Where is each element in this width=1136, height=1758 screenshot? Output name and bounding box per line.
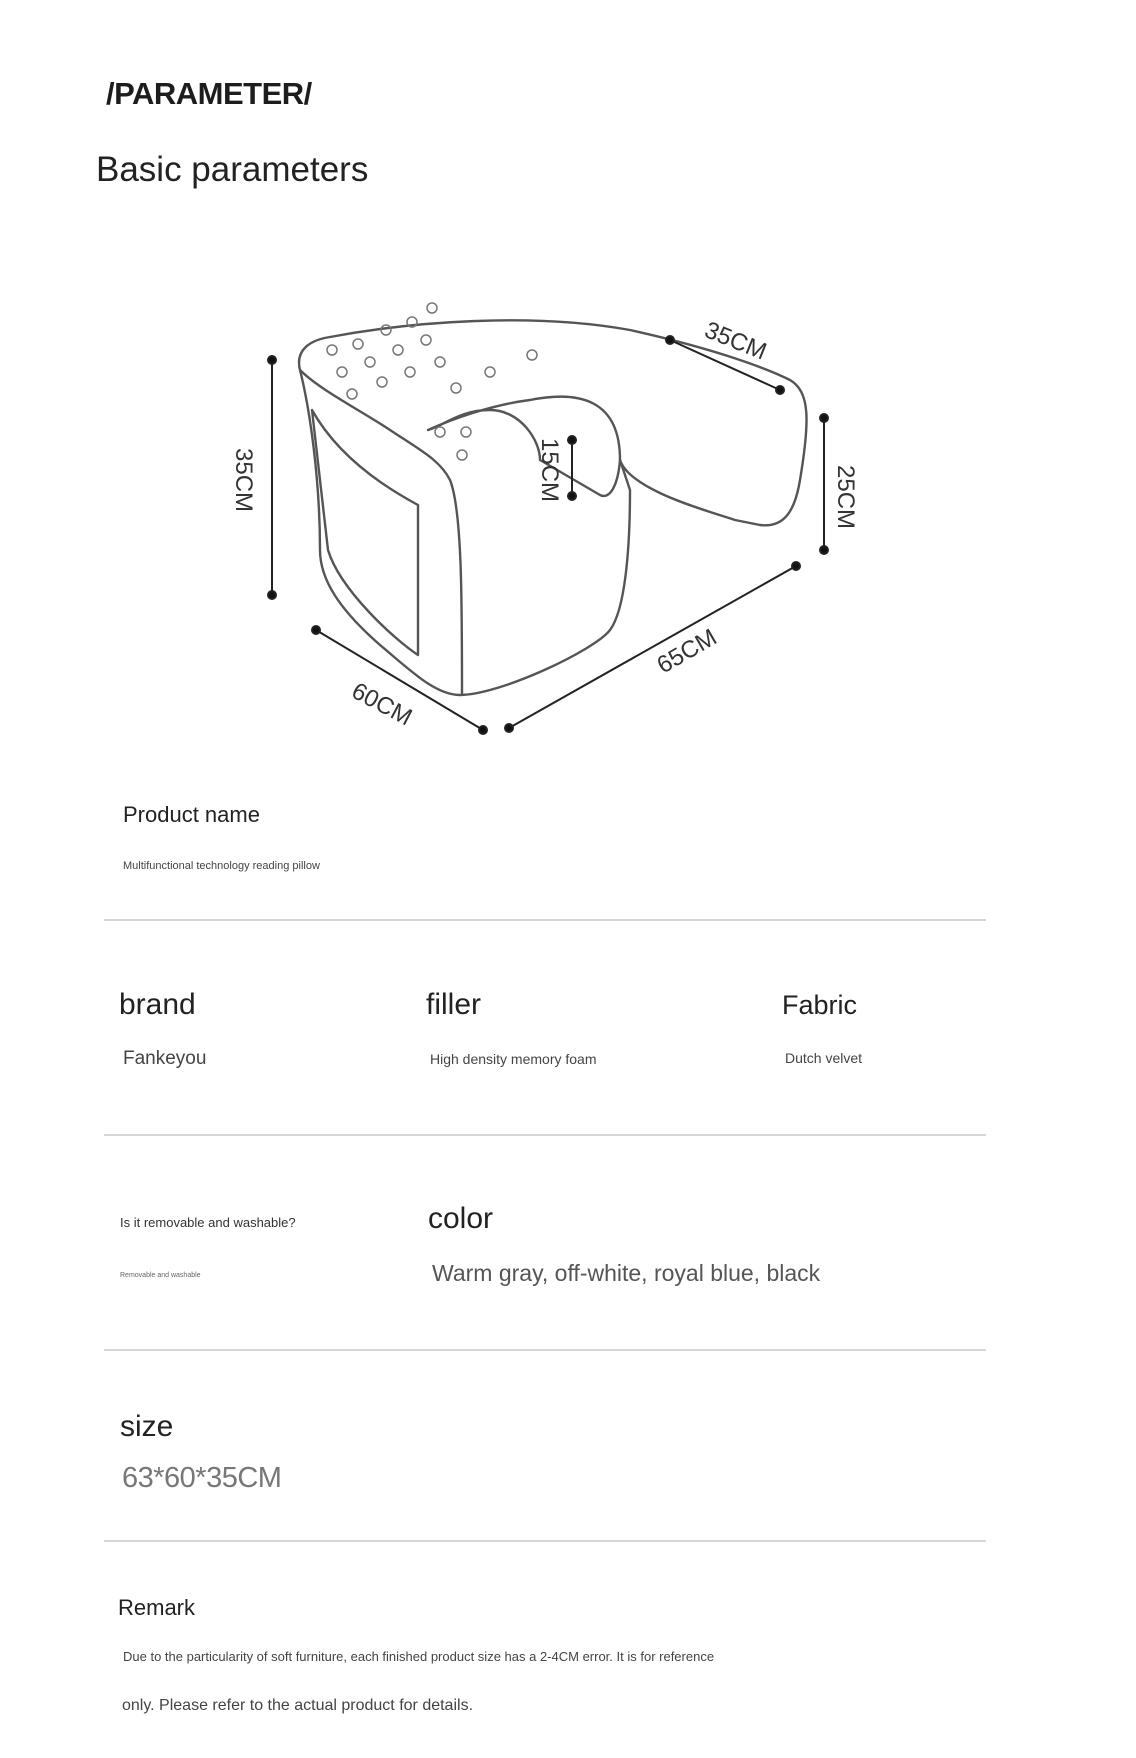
dim-endpoint	[312, 626, 320, 634]
texture-dot	[457, 450, 467, 460]
texture-dot	[347, 389, 357, 399]
texture-dot	[405, 367, 415, 377]
texture-dot	[427, 303, 437, 313]
washable-label: Is it removable and washable?	[120, 1215, 296, 1230]
texture-dot	[435, 357, 445, 367]
dim-label-depth-bottom: 60CM	[347, 677, 417, 732]
texture-dot	[393, 345, 403, 355]
dim-endpoint	[666, 336, 674, 344]
texture-dot	[353, 339, 363, 349]
texture-dot	[381, 325, 391, 335]
fabric-label: Fabric	[782, 990, 858, 1020]
pillow-side-pocket	[312, 410, 418, 655]
texture-dot	[337, 367, 347, 377]
dim-endpoint	[505, 724, 513, 732]
dim-endpoint	[268, 356, 276, 364]
dim-line-width-bottom	[509, 566, 796, 728]
divider	[104, 1349, 986, 1351]
section-tag: /PARAMETER/	[106, 76, 312, 111]
dim-endpoint	[568, 436, 576, 444]
product-name-value: Multifunctional technology reading pillow	[123, 860, 320, 872]
texture-dot	[327, 345, 337, 355]
dim-label-height-left: 35CM	[230, 448, 257, 513]
texture-dot	[435, 427, 445, 437]
dim-endpoint	[792, 562, 800, 570]
product-name-label: Product name	[123, 802, 260, 827]
brand-value: Fankeyou	[123, 1048, 207, 1069]
remark-label: Remark	[118, 1595, 196, 1620]
texture-dot	[451, 383, 461, 393]
dim-label-height-right: 25CM	[832, 465, 859, 530]
color-label: color	[428, 1202, 494, 1235]
remark-line-2: only. Please refer to the actual product for details.	[122, 1697, 474, 1714]
dim-endpoint	[820, 414, 828, 422]
filler-value: High density memory foam	[430, 1051, 597, 1067]
dim-endpoint	[820, 546, 828, 554]
pillow-inner-hollow	[428, 397, 620, 496]
product-dimension-diagram	[200, 300, 900, 760]
dim-endpoint	[776, 386, 784, 394]
size-label: size	[120, 1410, 174, 1443]
pillow-outline	[299, 320, 807, 695]
color-value: Warm gray, off-white, royal blue, black	[432, 1260, 821, 1286]
filler-label: filler	[426, 988, 482, 1021]
dim-endpoint	[268, 591, 276, 599]
dim-endpoint	[568, 492, 576, 500]
texture-dot	[485, 367, 495, 377]
size-value: 63*60*35CM	[122, 1462, 282, 1494]
divider	[104, 919, 986, 921]
texture-dot	[461, 427, 471, 437]
texture-dot	[527, 350, 537, 360]
dim-label-depth-top: 35CM	[700, 316, 771, 366]
divider	[104, 1540, 986, 1542]
dim-label-width-bottom: 65CM	[652, 623, 722, 680]
washable-value: Removable and washable	[120, 1272, 201, 1279]
texture-dot	[421, 335, 431, 345]
texture-dot	[377, 377, 387, 387]
divider	[104, 1134, 986, 1136]
dim-endpoint	[479, 726, 487, 734]
brand-label: brand	[119, 988, 196, 1021]
texture-dot	[365, 357, 375, 367]
fabric-value: Dutch velvet	[785, 1050, 863, 1066]
page-title: Basic parameters	[96, 150, 369, 189]
remark-line-1: Due to the particularity of soft furniture, each finished product size has a 2-4CM error. It is for reference	[123, 1649, 715, 1664]
dim-label-inner-height: 15CM	[536, 438, 563, 503]
